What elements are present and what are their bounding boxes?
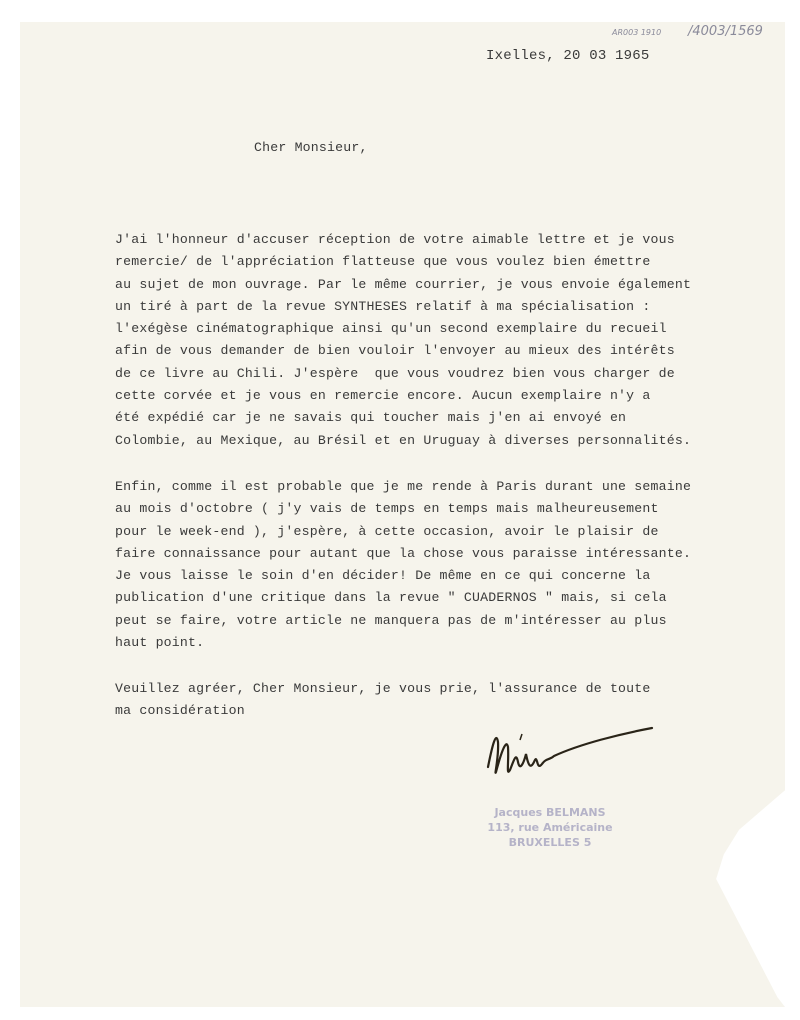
paragraph-2 — [115, 476, 691, 654]
text-line: publication d'une critique dans la revue " CUADERNOS " mais, si cela — [115, 590, 667, 606]
stamp-name: Jacques BELMANS — [494, 806, 606, 819]
closing — [115, 678, 651, 723]
text-line: au sujet de mon ouvrage. Par le même courrier, je vous envoie également — [115, 276, 692, 292]
handwritten-signature — [480, 722, 680, 792]
text-line: afin de vous demander de bien vouloir l'envoyer au mieux des intérêts — [115, 343, 675, 359]
text-line: cette corvée et je vous en remercie encore. Aucun exemplaire n'y a — [115, 388, 651, 404]
stamp-street: 113, rue Américaine — [487, 821, 613, 834]
text-line: au mois d'octobre ( j'y vais de temps en temps mais malheureusement — [115, 501, 659, 517]
text-line: J'ai l'honneur d'accuser réception de votre aimable lettre et je vous — [115, 232, 675, 247]
text-line: remercie/ de l'appréciation flatteuse que vous voulez bien émettre — [115, 254, 651, 270]
text-line: ma considération — [115, 703, 245, 719]
text-line: haut point. — [115, 635, 205, 651]
text-line: peut se faire, votre article ne manquera pas de m'intéresser au plus — [115, 612, 667, 628]
salutation: Cher Monsieur, — [254, 140, 368, 155]
text-line: l'exégèse cinématographique ainsi qu'un second exemplaire du recueil — [115, 321, 667, 337]
text-line: Enfin, comme il est probable que je me rende à Paris durant une semaine — [115, 479, 692, 494]
text-line: faire connaissance pour autant que la chose vous paraisse intéressante. — [115, 545, 692, 561]
stamp-city: BRUXELLES 5 — [508, 836, 592, 849]
text-line: Je vous laisse le soin d'en décider! De même en ce qui concerne la — [115, 568, 651, 584]
text-line: été expédié car je ne savais qui toucher mais j'en ai envoyé en — [115, 410, 627, 426]
text-line: un tiré à part de la revue SYNTHESES relatif à ma spécialisation : — [115, 298, 651, 314]
paragraph-1 — [115, 229, 691, 452]
address-stamp — [470, 805, 630, 850]
text-line: Colombie, au Mexique, au Brésil et en Uruguay à diverses personnalités. — [115, 432, 692, 448]
text-line: Veuillez agréer, Cher Monsieur, je vous prie, l'assurance de toute — [115, 681, 651, 696]
text-line: pour le week-end ), j'espère, à cette occasion, avoir le plaisir de — [115, 523, 659, 539]
text-line: de ce livre au Chili. J'espère que vous voudrez bien vous charger de — [115, 365, 675, 381]
date-line: Ixelles, 20 03 1965 — [486, 48, 650, 64]
archive-number: /4003/1569 — [688, 24, 763, 39]
archive-reference: AR003 1910 — [612, 28, 662, 37]
